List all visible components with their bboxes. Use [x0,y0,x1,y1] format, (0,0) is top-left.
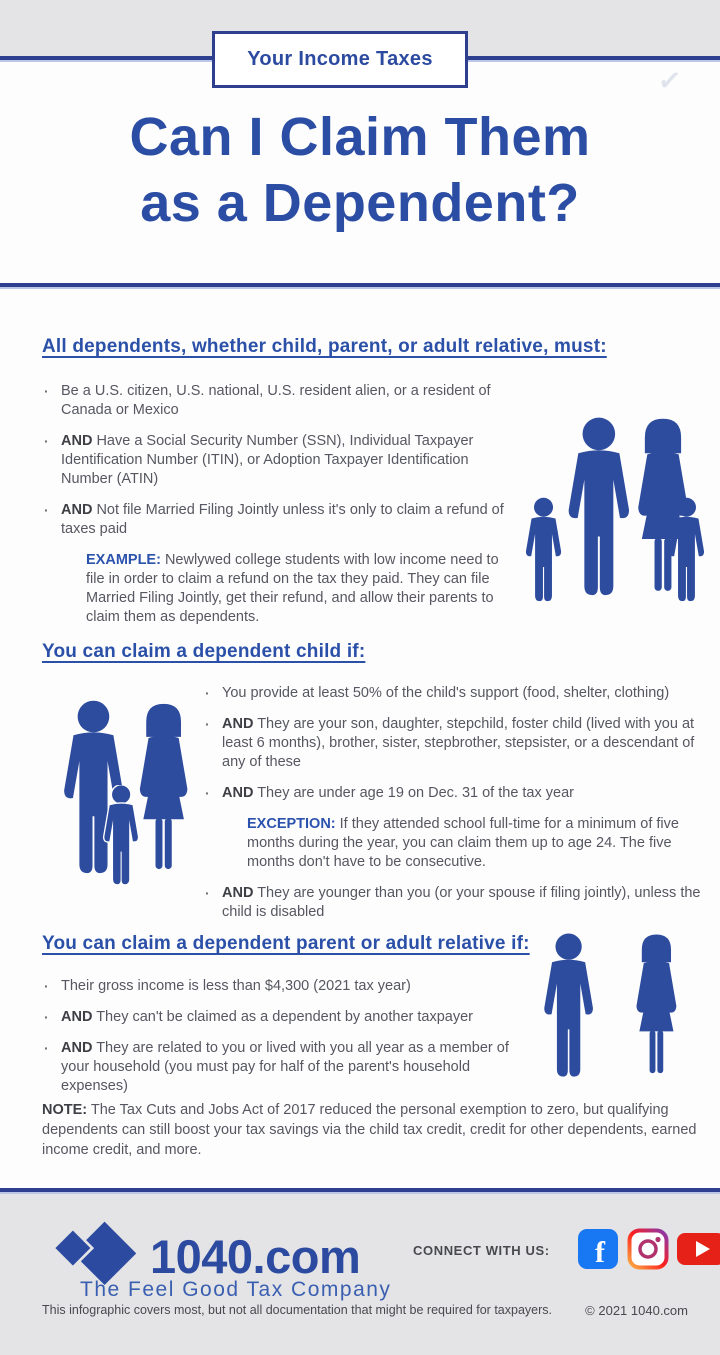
badge-label: Your Income Taxes [247,48,433,70]
footer-rule [0,1188,720,1194]
title-line-1: Can I Claim Them [129,107,591,167]
category-badge [212,31,468,88]
exception-callout: EXCEPTION: If they attended school full-time for a minimum of five months during the year, you can claim them up to age 24. The five months don't have to be consecutive. [247,816,679,870]
connect-label: CONNECT WITH US: [413,1243,550,1258]
title-divider-rule [0,283,720,289]
list-item: · Be a U.S. citizen, U.S. national, U.S. resident alien, or a resident of Canada or Mexico [44,382,514,420]
list-item: · AND They are under age 19 on Dec. 31 of the tax year [205,784,710,803]
section-1-heading: All dependents, whether child, parent, or adult relative, must: [42,336,607,357]
facebook-icon[interactable] [577,1228,619,1270]
bullet-dot-icon [44,977,61,996]
list-item: · AND Have a Social Security Number (SSN), Individual Taxpayer Identification Number (ITIN), or Adoption Taxpayer Identification Number (ATIN) [44,432,514,489]
page-title [0,104,720,236]
example-callout: EXAMPLE: Newlywed college students with low income need to file in order to claim a refund on the tax they paid. They can file Married Filing Jointly, get their refund, and allow their parents to claim them as dependents. [86,552,499,625]
section-3-heading: You can claim a dependent parent or adult relative if: [42,933,530,954]
social-links [577,1228,720,1270]
list-item: · AND They are related to you or lived with you all year as a member of your household (you must pay for half of the parent's household expenses) [44,1039,519,1096]
section-2-heading: You can claim a dependent child if: [42,641,366,662]
list-item: · You provide at least 50% of the child's support (food, shelter, clothing) [205,684,710,703]
list-item: · AND They are your son, daughter, stepchild, foster child (lived with you at least 6 months), brother, sister, stepbrother, stepsister, or a descendant of any of these [205,715,710,772]
checkmark-icon: ✓ [656,63,684,98]
bullet-dot-icon [205,784,222,803]
family-of-four-icon [521,416,709,604]
section-2-bullets [205,684,710,934]
disclaimer-text: This infographic covers most, but not all documentation that might be required for taxpayers. [42,1303,552,1317]
bullet-dot-icon [44,1008,61,1027]
bullet-dot-icon [205,715,222,772]
bullet-dot-icon [44,382,61,420]
copyright-text: © 2021 1040.com [585,1303,688,1318]
list-item: · AND Not file Married Filing Jointly unless it's only to claim a refund of taxes paid [44,501,514,539]
svg-text:f: f [595,1236,605,1269]
brand-tagline: The Feel Good Tax Company [80,1278,392,1301]
note-paragraph: NOTE: The Tax Cuts and Jobs Act of 2017 reduced the personal exemption to zero, but qualifying dependents can still boost your tax savings via the child tax credit, credit for other dependents, earned income credit, and more. [42,1102,697,1158]
section-3-bullets [44,977,519,1108]
bullet-dot-icon [44,501,61,539]
bullet-dot-icon [44,432,61,489]
section-1-bullets [44,382,514,639]
title-line-2: as a Dependent? [140,173,580,233]
list-item: · AND They are younger than you (or your spouse if filing jointly), unless the child is disabled [205,884,710,922]
instagram-icon[interactable] [627,1228,669,1270]
list-item: · AND They can't be claimed as a dependent by another taxpayer [44,1008,519,1027]
bullet-dot-icon [205,684,222,703]
two-adults-icon [528,933,698,1081]
brand-name: 1040.com [150,1229,361,1283]
bullet-dot-icon [44,1039,61,1096]
bullet-dot-icon [205,884,222,922]
list-item: · Their gross income is less than $4,300 (2021 tax year) [44,977,519,996]
youtube-icon[interactable] [677,1228,720,1270]
parents-with-child-icon [48,700,216,888]
